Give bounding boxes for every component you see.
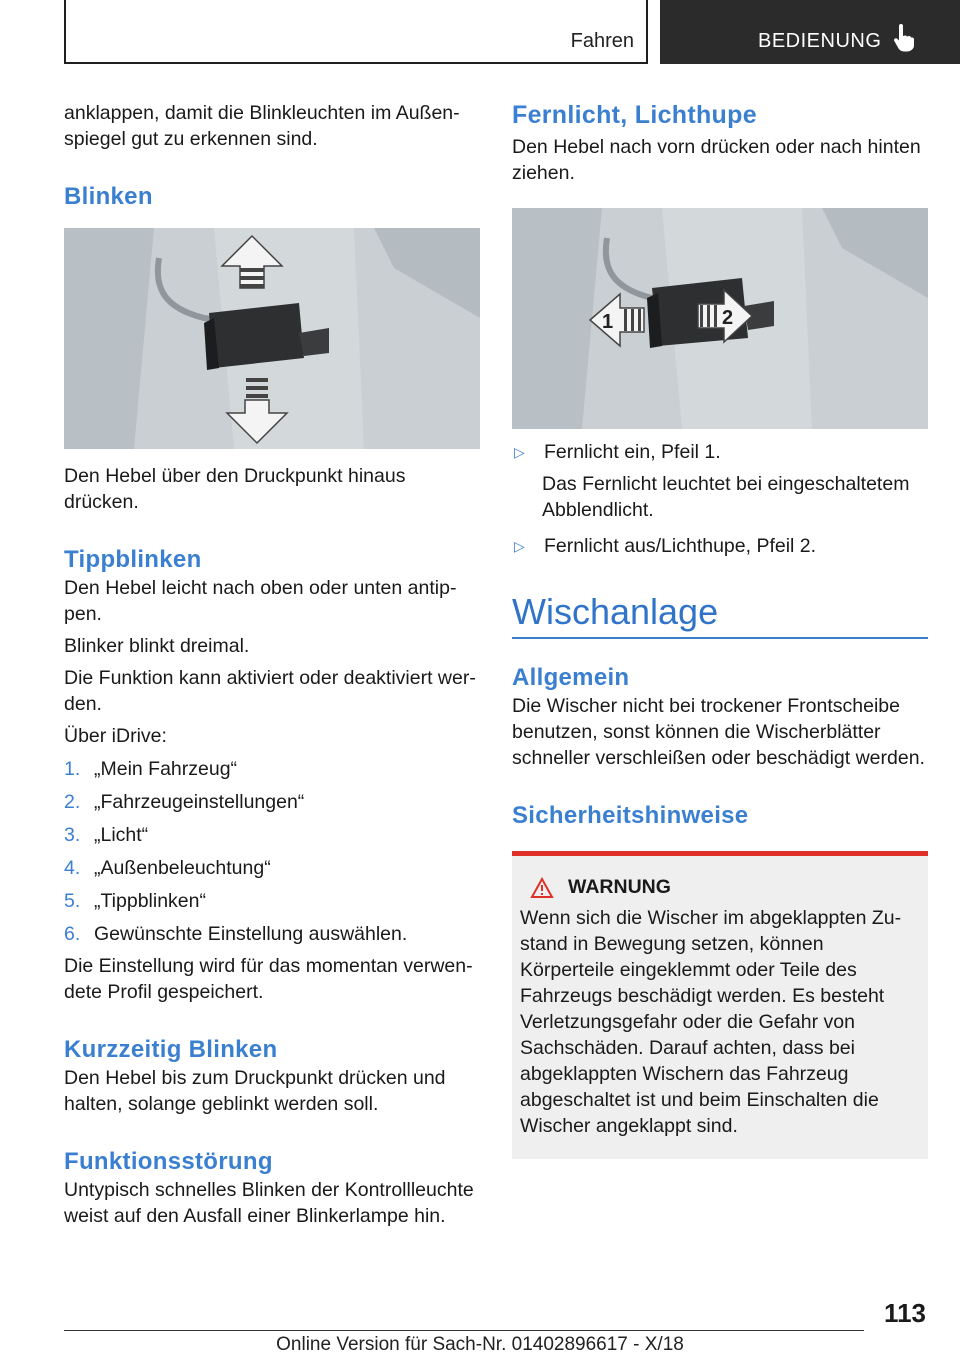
pointing-hand-icon bbox=[892, 24, 914, 52]
list-item: ▷ Fernlicht aus/Lichthupe, Pfeil 2. bbox=[514, 535, 817, 557]
idrive-steps bbox=[64, 756, 480, 947]
step-item: 6. Gewünschte Einstellung auswählen. bbox=[64, 923, 408, 945]
step-item: 1. „Mein Fahrzeug“ bbox=[64, 758, 238, 780]
step-item: 2. „Fahrzeugeinstellungen“ bbox=[64, 791, 305, 813]
section-heading-tippblinken: Tippblinken bbox=[64, 546, 202, 573]
step-item: 4. „Außenbeleuchtung“ bbox=[64, 857, 271, 879]
warning-label: WARNUNG bbox=[568, 876, 671, 898]
blinken-text: Den Hebel über den Druckpunkt hinaus drücken. bbox=[64, 465, 406, 513]
tippblinken-text: Die Funktion kann aktiviert oder deaktiviert werden. bbox=[64, 667, 476, 715]
right-column bbox=[512, 100, 928, 1159]
fernlicht-list bbox=[512, 439, 928, 465]
warning-box bbox=[512, 851, 928, 1159]
tippblinken-text: Blinker blinkt dreimal. bbox=[64, 635, 250, 657]
chapter-tab-label: Fahren bbox=[570, 30, 634, 52]
chapter-tab-label-active: BEDIENUNG bbox=[758, 30, 882, 52]
section-heading-blinken: Blinken bbox=[64, 183, 153, 210]
tippblinken-note: Die Einstellung wird für das momentan verwendete Profil gespeichert. bbox=[64, 955, 473, 1003]
allgemein-text: Die Wischer nicht bei trockener Frontscheibe benutzen, sonst können die Wischerblätter schneller verschleißen oder beschädigt werden. bbox=[512, 695, 925, 769]
arrow-label-2: 2 bbox=[722, 307, 734, 329]
section-heading-fernlicht: Fernlicht, Lichthupe bbox=[512, 101, 757, 129]
footer-divider bbox=[64, 1330, 864, 1331]
step-item: 5. „Tippblinken“ bbox=[64, 890, 206, 912]
chapter-tab-bedienung[interactable] bbox=[660, 0, 960, 64]
turn-signal-figure bbox=[64, 228, 480, 449]
left-column bbox=[64, 100, 480, 1229]
tippblinken-text: Über iDrive: bbox=[64, 725, 167, 747]
section-heading-sicherheitshinweise: Sicherheitshinweise bbox=[512, 802, 749, 829]
section-heading-kurzzeitig: Kurzzeitig Blinken bbox=[64, 1036, 278, 1063]
intro-text: anklappen, damit die Blinkleuchten im Außenspiegel gut zu erkennen sind. bbox=[64, 102, 460, 150]
chapter-heading-wischanlage: Wischanlage bbox=[512, 591, 719, 632]
page-number: 113 bbox=[884, 1298, 926, 1328]
heading-rule bbox=[512, 637, 928, 639]
section-heading-funktionsstoerung: Funktionsstörung bbox=[64, 1148, 273, 1175]
warning-title bbox=[530, 876, 920, 899]
fernlicht-text: Den Hebel nach vorn drücken oder nach hinten ziehen. bbox=[512, 136, 921, 184]
chapter-tab-fahren[interactable] bbox=[64, 0, 648, 64]
fernlicht-list bbox=[512, 533, 928, 559]
tippblinken-text: Den Hebel leicht nach oben oder unten antippen. bbox=[64, 577, 457, 625]
step-item: 3. „Licht“ bbox=[64, 824, 149, 846]
section-heading-allgemein: Allgemein bbox=[512, 664, 630, 691]
arrow-label-1: 1 bbox=[602, 311, 614, 333]
funktionsstoerung-text: Untypisch schnelles Blinken der Kontrollleuchte weist auf den Ausfall einer Blinkerlampe hin. bbox=[64, 1179, 474, 1227]
warning-text: Wenn sich die Wischer im abgeklappten Zustand in Bewegung setzen, können Körperteile eingeklemmt oder Teile des Fahrzeugs beschädigt werden. Es besteht Verletzungsgefahr oder die Gefahr von Sachschäden. Darauf achten, dass bei abgeklappten Wischern das Fahrzeug abgeschaltet ist und beim Einschalten die Wischer angeklappt sind. bbox=[520, 907, 902, 1137]
triangle-bullet-icon: ▷ bbox=[514, 538, 525, 554]
list-item-subtext: Das Fernlicht leuchtet bei eingeschaltetem Abblendlicht. bbox=[542, 473, 910, 521]
kurzzeitig-text: Den Hebel bis zum Druckpunkt drücken und halten, solange geblinkt werden soll. bbox=[64, 1067, 446, 1115]
triangle-bullet-icon: ▷ bbox=[514, 444, 525, 460]
list-item: ▷ Fernlicht ein, Pfeil 1. bbox=[514, 441, 721, 463]
footer-online-version: Online Version für Sach-Nr. 01402896617 - X/18 bbox=[276, 1334, 684, 1355]
high-beam-figure bbox=[512, 208, 928, 429]
warning-triangle-icon bbox=[530, 877, 554, 899]
